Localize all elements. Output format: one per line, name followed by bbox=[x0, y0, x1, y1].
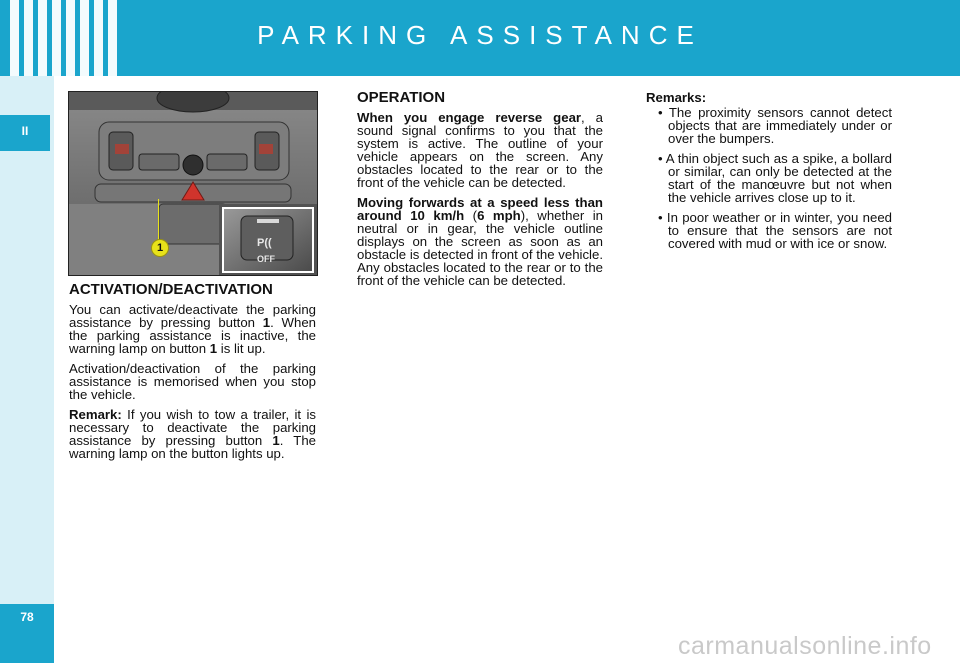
dashboard-photo bbox=[68, 91, 318, 276]
parking-sensor-icon: P(( bbox=[257, 237, 272, 249]
remarks-section bbox=[646, 91, 892, 257]
chapter-tab: II bbox=[0, 115, 50, 151]
text-span: ), whether in neutral or in gear, the vehicle outline displays on the screen as soon as an obstacle is detected in front of the vehicle. Any obstacles located to the rear or to the front of the vehicle can be detected. bbox=[357, 208, 603, 288]
bold-lead: When you engage reverse gear bbox=[357, 110, 582, 125]
sidebar-band bbox=[0, 76, 54, 663]
operation-heading: OPERATION bbox=[357, 89, 446, 106]
callout-marker: 1 bbox=[151, 239, 169, 257]
watermark: carmanualsonline.info bbox=[678, 632, 932, 660]
text-span: is lit up. bbox=[217, 341, 266, 356]
header-stripe bbox=[80, 0, 89, 76]
text-span: If you wish to tow a trailer, it is necessary to deactivate the parking assistance by pressing button bbox=[69, 407, 316, 448]
activation-paragraph-1 bbox=[69, 303, 316, 355]
operation-paragraph-1 bbox=[357, 111, 603, 189]
activation-paragraph-2: Activation/deactivation of the parking assistance is memorised when you stop the vehicle. bbox=[69, 361, 316, 402]
operation-section bbox=[357, 91, 603, 294]
bold-speed: 6 mph bbox=[477, 208, 521, 223]
header-stripe bbox=[10, 0, 19, 76]
header-stripes bbox=[10, 0, 117, 76]
header-stripe bbox=[108, 0, 117, 76]
remarks-label: Remarks: bbox=[646, 90, 707, 105]
button-ref: 1 bbox=[262, 315, 271, 330]
bold-lead: Moving forwards at a speed less than around 10 km/h bbox=[357, 195, 603, 223]
text-span: . The warning lamp on the button lights up. bbox=[69, 433, 316, 461]
button-ref: 1 bbox=[272, 433, 280, 448]
header-stripe bbox=[94, 0, 103, 76]
remarks-list bbox=[646, 106, 892, 250]
activation-remark bbox=[69, 408, 316, 460]
off-label: OFF bbox=[257, 254, 275, 264]
text-span: You can activate/deactivate the parking assistance by pressing button bbox=[69, 302, 316, 330]
text-span: ( bbox=[464, 208, 478, 223]
operation-paragraph-2 bbox=[357, 196, 603, 287]
button-ref: 1 bbox=[209, 341, 218, 356]
remarks-heading bbox=[646, 91, 892, 104]
text-span: , a sound signal confirms to you that the system is active. The outline of your vehicle appears on the screen. Any obstacles located to the rear or to the front of the vehicle can be detected. bbox=[357, 110, 603, 190]
page-title: PARKING ASSISTANCE bbox=[257, 20, 703, 50]
header-stripe bbox=[66, 0, 75, 76]
remark-item: • A thin object such as a spike, a bollard or similar, can only be detected at the start of the manœuvre but not when the vehicle arrives close up to it. bbox=[658, 151, 892, 205]
header-stripe bbox=[38, 0, 47, 76]
header-stripe bbox=[52, 0, 61, 76]
text-span: . When the parking assistance is inactive, the warning lamp on button bbox=[69, 315, 316, 356]
callout-leader bbox=[158, 199, 159, 240]
remark-item: • The proximity sensors cannot detect objects that are immediately under or over the bumpers. bbox=[658, 105, 892, 146]
activation-heading: ACTIVATION/DEACTIVATION bbox=[69, 281, 273, 298]
header-stripe bbox=[24, 0, 33, 76]
remark-item: • In poor weather or in winter, you need to ensure that the sensors are not covered with mud or with ice or snow. bbox=[658, 210, 892, 251]
activation-section bbox=[69, 283, 316, 467]
remark-label: Remark: bbox=[69, 407, 122, 422]
page-number: 78 bbox=[20, 610, 34, 624]
